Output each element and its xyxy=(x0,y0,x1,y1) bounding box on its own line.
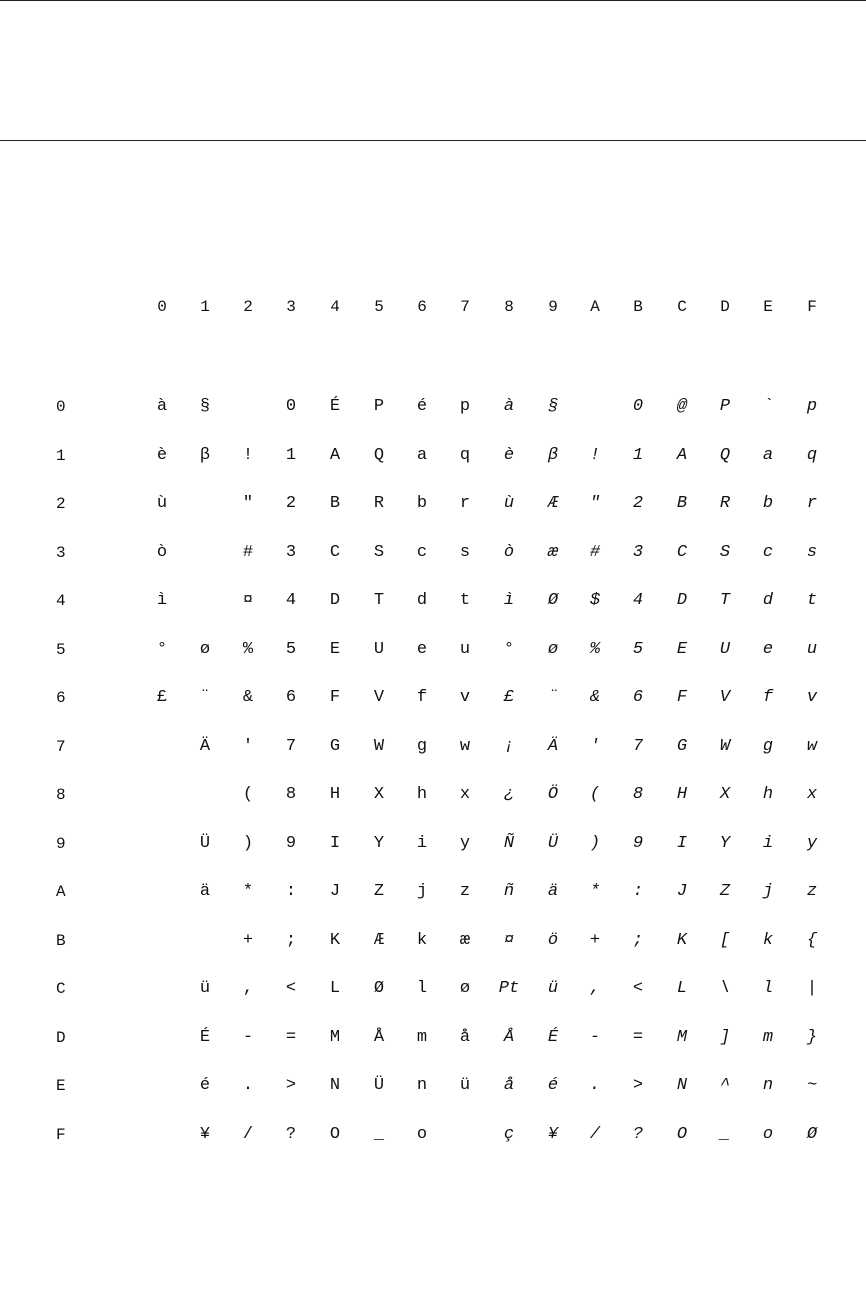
char-cell-f-9: ¥ xyxy=(547,1124,559,1144)
char-cell-7-d: W xyxy=(719,736,731,756)
char-cell-6-1: ¨ xyxy=(199,688,211,707)
char-cell-3-8: ò xyxy=(503,542,515,562)
char-cell-f-5: _ xyxy=(373,1124,385,1144)
char-cell-7-c: G xyxy=(676,736,688,756)
char-cell-d-7: å xyxy=(459,1027,471,1047)
char-cell-8-f: x xyxy=(806,785,818,804)
char-cell-5-8: ° xyxy=(503,639,515,659)
char-cell-0-d: P xyxy=(719,397,731,416)
char-cell-9-e: i xyxy=(762,833,774,853)
char-cell-0-5: P xyxy=(373,397,385,416)
char-cell-c-e: l xyxy=(762,979,774,998)
char-cell-0-4: É xyxy=(329,397,341,416)
char-cell-1-2: ! xyxy=(242,445,254,465)
char-cell-2-d: R xyxy=(719,494,731,513)
char-cell-7-9: Ä xyxy=(547,736,559,756)
column-header-9: 9 xyxy=(548,298,558,316)
column-header-e: E xyxy=(763,298,773,316)
char-cell-5-4: E xyxy=(329,639,341,659)
char-cell-c-4: L xyxy=(329,979,341,998)
char-cell-0-8: à xyxy=(503,397,515,416)
char-cell-6-4: F xyxy=(329,688,341,707)
char-cell-2-a: " xyxy=(589,494,601,513)
char-cell-6-8: £ xyxy=(503,688,515,707)
char-cell-e-c: N xyxy=(676,1076,688,1095)
char-cell-1-0: è xyxy=(156,445,168,465)
top-rule xyxy=(0,0,866,1)
char-cell-4-3: 4 xyxy=(285,591,297,610)
char-cell-2-e: b xyxy=(762,494,774,513)
char-cell-c-d: \ xyxy=(719,979,731,998)
row-label-b: B xyxy=(56,931,66,950)
char-cell-2-6: b xyxy=(416,494,428,513)
char-cell-f-2: / xyxy=(242,1124,254,1144)
char-cell-5-b: 5 xyxy=(632,639,644,659)
char-cell-9-1: Ü xyxy=(199,833,211,853)
char-cell-7-a: ' xyxy=(589,736,601,756)
char-cell-8-5: X xyxy=(373,785,385,804)
char-cell-d-f: } xyxy=(806,1027,818,1047)
char-cell-2-7: r xyxy=(459,494,471,513)
char-cell-1-f: q xyxy=(806,445,818,465)
char-cell-5-9: ø xyxy=(547,639,559,659)
char-cell-7-7: w xyxy=(459,736,471,756)
char-cell-9-3: 9 xyxy=(285,833,297,853)
char-cell-f-8: ç xyxy=(503,1124,515,1144)
char-cell-6-f: v xyxy=(806,688,818,707)
column-header-7: 7 xyxy=(460,298,470,316)
char-cell-a-8: ñ xyxy=(503,882,515,901)
char-cell-0-e: ` xyxy=(762,397,774,416)
char-cell-9-9: Ü xyxy=(547,833,559,853)
char-cell-4-c: D xyxy=(676,591,688,610)
column-header-1: 1 xyxy=(200,298,210,316)
char-cell-5-e: e xyxy=(762,639,774,659)
char-cell-d-3: = xyxy=(285,1027,297,1047)
char-cell-e-9: é xyxy=(547,1076,559,1095)
char-cell-b-7: æ xyxy=(459,930,471,950)
char-cell-9-7: y xyxy=(459,833,471,853)
char-cell-9-4: I xyxy=(329,833,341,853)
char-cell-7-3: 7 xyxy=(285,736,297,756)
char-cell-8-3: 8 xyxy=(285,785,297,804)
column-header-d: D xyxy=(720,298,730,316)
char-cell-c-3: < xyxy=(285,979,297,998)
char-cell-3-c: C xyxy=(676,542,688,562)
char-cell-d-c: M xyxy=(676,1027,688,1047)
char-cell-a-3: : xyxy=(285,882,297,901)
char-cell-3-6: c xyxy=(416,542,428,562)
char-cell-1-7: q xyxy=(459,445,471,465)
char-cell-8-7: x xyxy=(459,785,471,804)
row-label-f: F xyxy=(56,1125,66,1144)
char-cell-a-7: z xyxy=(459,882,471,901)
char-cell-b-4: K xyxy=(329,930,341,950)
char-cell-a-e: j xyxy=(762,882,774,901)
row-label-4: 4 xyxy=(56,592,66,610)
char-cell-7-e: g xyxy=(762,736,774,756)
char-cell-4-0: ì xyxy=(156,591,168,610)
char-cell-8-2: ( xyxy=(242,785,254,804)
char-cell-1-9: β xyxy=(547,445,559,465)
char-cell-f-f: Ø xyxy=(806,1124,818,1144)
char-cell-e-d: ^ xyxy=(719,1076,731,1095)
char-cell-2-f: r xyxy=(806,494,818,513)
char-cell-4-4: D xyxy=(329,591,341,610)
char-cell-b-6: k xyxy=(416,930,428,950)
char-cell-1-4: A xyxy=(329,445,341,465)
char-cell-0-0: à xyxy=(156,397,168,416)
char-cell-f-a: / xyxy=(589,1124,601,1144)
column-header-6: 6 xyxy=(417,298,427,316)
char-cell-8-4: H xyxy=(329,785,341,804)
char-cell-c-6: l xyxy=(416,979,428,998)
char-cell-6-c: F xyxy=(676,688,688,707)
char-cell-6-5: V xyxy=(373,688,385,707)
char-cell-3-2: # xyxy=(242,542,254,562)
column-header-b: B xyxy=(633,298,643,316)
char-cell-e-1: é xyxy=(199,1076,211,1095)
char-cell-e-2: . xyxy=(242,1076,254,1095)
char-cell-0-1: § xyxy=(199,397,211,416)
char-cell-4-f: t xyxy=(806,591,818,610)
row-label-e: E xyxy=(56,1077,66,1095)
char-cell-c-7: ø xyxy=(459,979,471,998)
char-cell-2-c: B xyxy=(676,494,688,513)
char-cell-5-6: e xyxy=(416,639,428,659)
char-cell-9-6: i xyxy=(416,833,428,853)
char-cell-1-5: Q xyxy=(373,445,385,465)
char-cell-8-8: ¿ xyxy=(503,785,515,804)
char-cell-5-2: % xyxy=(242,639,254,659)
char-cell-3-3: 3 xyxy=(285,542,297,562)
char-cell-6-9: ¨ xyxy=(547,688,559,707)
char-cell-a-5: Z xyxy=(373,882,385,901)
char-cell-2-8: ù xyxy=(503,494,515,513)
char-cell-1-b: 1 xyxy=(632,445,644,465)
char-cell-c-b: < xyxy=(632,979,644,998)
char-cell-8-a: ( xyxy=(589,785,601,804)
char-cell-2-5: R xyxy=(373,494,385,513)
char-cell-e-a: . xyxy=(589,1076,601,1095)
row-label-5: 5 xyxy=(56,640,66,659)
char-cell-3-a: # xyxy=(589,542,601,562)
char-cell-9-5: Y xyxy=(373,833,385,853)
row-label-2: 2 xyxy=(56,495,66,513)
char-cell-3-4: C xyxy=(329,542,341,562)
char-cell-e-8: å xyxy=(503,1076,515,1095)
char-cell-2-3: 2 xyxy=(285,494,297,513)
char-cell-2-9: Æ xyxy=(547,494,559,513)
column-header-8: 8 xyxy=(504,298,514,316)
char-cell-6-0: £ xyxy=(156,688,168,707)
char-cell-c-a: , xyxy=(589,979,601,998)
char-cell-e-7: ü xyxy=(459,1076,471,1095)
char-cell-4-5: T xyxy=(373,591,385,610)
char-cell-6-d: V xyxy=(719,688,731,707)
char-cell-8-c: H xyxy=(676,785,688,804)
char-cell-1-c: A xyxy=(676,445,688,465)
char-cell-c-f: | xyxy=(806,979,818,998)
char-cell-1-e: a xyxy=(762,445,774,465)
char-cell-6-3: 6 xyxy=(285,688,297,707)
char-cell-8-6: h xyxy=(416,785,428,804)
char-cell-3-d: S xyxy=(719,542,731,562)
char-cell-f-d: _ xyxy=(719,1124,731,1144)
char-cell-3-b: 3 xyxy=(632,542,644,562)
char-cell-b-e: k xyxy=(762,930,774,950)
char-cell-c-9: ü xyxy=(547,979,559,998)
column-header-c: C xyxy=(677,298,687,316)
char-cell-8-9: Ö xyxy=(547,785,559,804)
char-cell-1-8: è xyxy=(503,445,515,465)
char-cell-0-6: é xyxy=(416,397,428,416)
char-cell-a-9: ä xyxy=(547,882,559,901)
char-cell-f-3: ? xyxy=(285,1124,297,1144)
char-cell-4-7: t xyxy=(459,591,471,610)
char-cell-5-5: U xyxy=(373,639,385,659)
char-cell-8-b: 8 xyxy=(632,785,644,804)
char-cell-6-e: f xyxy=(762,688,774,707)
row-label-c: C xyxy=(56,980,66,998)
char-cell-d-5: Å xyxy=(373,1027,385,1047)
char-cell-3-9: æ xyxy=(547,542,559,562)
char-cell-1-d: Q xyxy=(719,445,731,465)
char-cell-4-a: $ xyxy=(589,591,601,610)
column-header-5: 5 xyxy=(374,298,384,316)
char-cell-f-e: o xyxy=(762,1124,774,1144)
char-cell-d-4: M xyxy=(329,1027,341,1047)
header-rule xyxy=(0,140,866,141)
row-label-1: 1 xyxy=(56,446,66,465)
char-cell-7-1: Ä xyxy=(199,736,211,756)
char-cell-e-5: Ü xyxy=(373,1076,385,1095)
column-header-4: 4 xyxy=(330,298,340,316)
char-cell-2-0: ù xyxy=(156,494,168,513)
char-cell-e-4: N xyxy=(329,1076,341,1095)
char-cell-9-f: y xyxy=(806,833,818,853)
row-label-0: 0 xyxy=(56,398,66,416)
char-cell-d-9: É xyxy=(547,1027,559,1047)
char-cell-1-1: β xyxy=(199,445,211,465)
char-cell-a-b: : xyxy=(632,882,644,901)
char-cell-b-f: { xyxy=(806,930,818,950)
char-cell-c-8: Pt xyxy=(498,979,520,998)
char-cell-5-3: 5 xyxy=(285,639,297,659)
char-cell-b-3: ; xyxy=(285,930,297,950)
char-cell-5-a: % xyxy=(589,639,601,659)
char-cell-f-1: ¥ xyxy=(199,1124,211,1144)
char-cell-e-6: n xyxy=(416,1076,428,1095)
row-label-d: D xyxy=(56,1028,66,1047)
char-cell-2-4: B xyxy=(329,494,341,513)
column-header-a: A xyxy=(590,298,600,316)
char-cell-5-d: U xyxy=(719,639,731,659)
char-cell-0-3: 0 xyxy=(285,397,297,416)
row-label-7: 7 xyxy=(56,737,66,756)
char-cell-4-2: ¤ xyxy=(242,591,254,610)
row-label-8: 8 xyxy=(56,786,66,804)
char-cell-6-6: f xyxy=(416,688,428,707)
row-label-a: A xyxy=(56,883,66,901)
char-cell-f-4: O xyxy=(329,1124,341,1144)
char-cell-9-d: Y xyxy=(719,833,731,853)
char-cell-4-6: d xyxy=(416,591,428,610)
row-label-6: 6 xyxy=(56,689,66,707)
char-cell-0-9: § xyxy=(547,397,559,416)
char-cell-a-4: J xyxy=(329,882,341,901)
char-cell-a-6: j xyxy=(416,882,428,901)
char-cell-7-4: G xyxy=(329,736,341,756)
char-cell-c-5: Ø xyxy=(373,979,385,998)
char-cell-b-c: K xyxy=(676,930,688,950)
char-cell-6-b: 6 xyxy=(632,688,644,707)
char-cell-d-d: ] xyxy=(719,1027,731,1047)
char-cell-3-f: s xyxy=(806,542,818,562)
column-header-f: F xyxy=(807,298,817,316)
char-cell-b-2: + xyxy=(242,930,254,950)
row-label-3: 3 xyxy=(56,543,66,562)
char-cell-a-c: J xyxy=(676,882,688,901)
char-cell-2-2: " xyxy=(242,494,254,513)
char-cell-4-9: Ø xyxy=(547,591,559,610)
char-cell-4-b: 4 xyxy=(632,591,644,610)
char-cell-f-b: ? xyxy=(632,1124,644,1144)
char-cell-a-f: z xyxy=(806,882,818,901)
char-cell-3-7: s xyxy=(459,542,471,562)
char-cell-e-b: > xyxy=(632,1076,644,1095)
char-cell-0-b: 0 xyxy=(632,397,644,416)
char-cell-0-7: p xyxy=(459,397,471,416)
char-cell-1-a: ! xyxy=(589,445,601,465)
char-cell-c-1: ü xyxy=(199,979,211,998)
char-cell-3-5: S xyxy=(373,542,385,562)
char-cell-5-7: u xyxy=(459,639,471,659)
char-cell-b-5: Æ xyxy=(373,930,385,950)
char-cell-f-c: O xyxy=(676,1124,688,1144)
column-header-0: 0 xyxy=(157,298,167,316)
char-cell-7-6: g xyxy=(416,736,428,756)
char-cell-2-b: 2 xyxy=(632,494,644,513)
char-cell-b-b: ; xyxy=(632,930,644,950)
char-cell-1-3: 1 xyxy=(285,445,297,465)
column-header-2: 2 xyxy=(243,298,253,316)
char-cell-a-a: * xyxy=(589,882,601,901)
char-cell-9-b: 9 xyxy=(632,833,644,853)
char-cell-7-5: W xyxy=(373,736,385,756)
char-cell-c-2: , xyxy=(242,979,254,998)
char-cell-9-c: I xyxy=(676,833,688,853)
char-cell-3-e: c xyxy=(762,542,774,562)
char-cell-d-b: = xyxy=(632,1027,644,1047)
char-cell-f-6: o xyxy=(416,1124,428,1144)
char-cell-5-0: ° xyxy=(156,639,168,659)
char-cell-7-8: ¡ xyxy=(503,736,515,756)
char-cell-6-7: v xyxy=(459,688,471,707)
char-cell-7-b: 7 xyxy=(632,736,644,756)
char-cell-4-e: d xyxy=(762,591,774,610)
char-cell-a-2: * xyxy=(242,882,254,901)
char-cell-b-d: [ xyxy=(719,930,731,950)
char-cell-d-2: - xyxy=(242,1027,254,1047)
char-cell-0-c: @ xyxy=(676,397,688,416)
char-cell-9-2: ) xyxy=(242,833,254,853)
char-cell-a-d: Z xyxy=(719,882,731,901)
char-cell-3-0: ò xyxy=(156,542,168,562)
char-cell-e-e: n xyxy=(762,1076,774,1095)
char-cell-5-f: u xyxy=(806,639,818,659)
char-cell-5-1: ø xyxy=(199,639,211,659)
char-cell-d-6: m xyxy=(416,1027,428,1047)
char-cell-7-f: w xyxy=(806,736,818,756)
char-cell-8-e: h xyxy=(762,785,774,804)
char-cell-6-2: & xyxy=(242,688,254,707)
row-label-9: 9 xyxy=(56,834,66,853)
char-cell-b-9: ö xyxy=(547,930,559,950)
char-cell-e-3: > xyxy=(285,1076,297,1095)
char-cell-d-a: - xyxy=(589,1027,601,1047)
char-cell-9-8: Ñ xyxy=(503,833,515,853)
char-cell-b-a: + xyxy=(589,930,601,950)
char-cell-b-8: ¤ xyxy=(503,930,515,950)
char-cell-a-1: ä xyxy=(199,882,211,901)
char-cell-d-1: É xyxy=(199,1027,211,1047)
char-cell-5-c: E xyxy=(676,639,688,659)
char-cell-c-c: L xyxy=(676,979,688,998)
char-cell-d-e: m xyxy=(762,1027,774,1047)
char-cell-4-8: ì xyxy=(503,591,515,610)
char-cell-d-8: Å xyxy=(503,1027,515,1047)
char-cell-0-f: p xyxy=(806,397,818,416)
char-cell-4-d: T xyxy=(719,591,731,610)
char-cell-6-a: & xyxy=(589,688,601,707)
char-cell-9-a: ) xyxy=(589,833,601,853)
char-cell-8-d: X xyxy=(719,785,731,804)
char-cell-1-6: a xyxy=(416,445,428,465)
char-cell-7-2: ' xyxy=(242,736,254,756)
char-cell-e-f: ~ xyxy=(806,1076,818,1095)
column-header-3: 3 xyxy=(286,298,296,316)
